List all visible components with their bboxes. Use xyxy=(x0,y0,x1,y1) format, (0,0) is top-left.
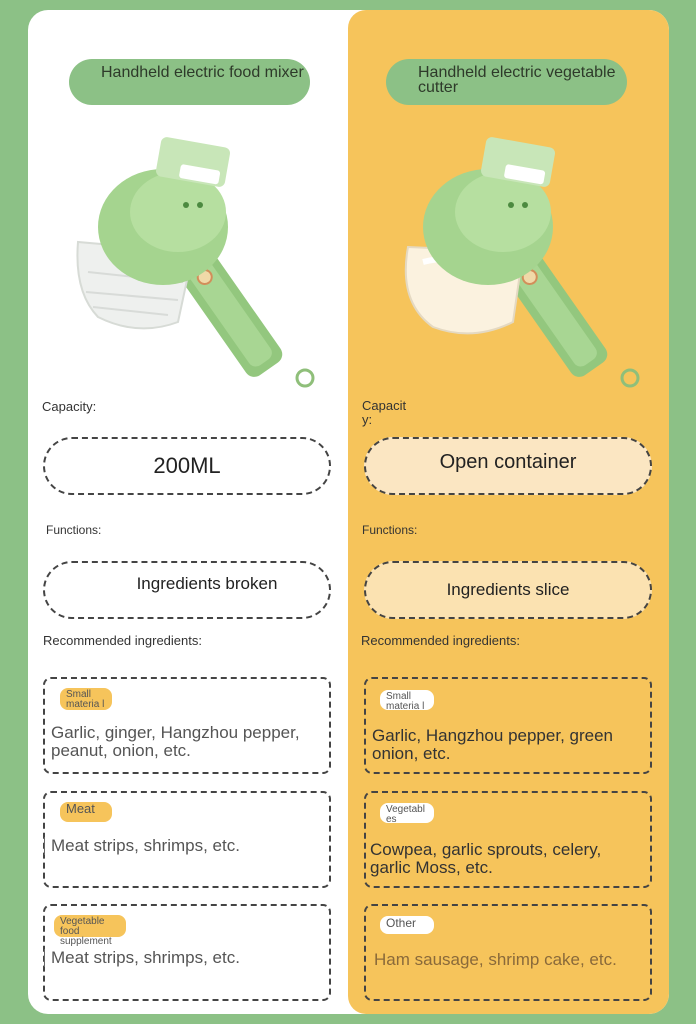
left-tag-3: Vegetable food supplement xyxy=(54,915,126,937)
left-functions-value: Ingredients broken xyxy=(136,574,278,593)
right-box-text-2: Cowpea, garlic sprouts, celery, garlic Moss, etc. xyxy=(370,840,602,877)
left-capacity-value: 200ML xyxy=(153,453,221,478)
right-functions-box xyxy=(364,561,652,619)
left-tag-2: Meat xyxy=(60,802,112,822)
right-functions-value: Ingredients slice xyxy=(446,580,570,599)
left-functions-box xyxy=(43,561,331,619)
right-tag-1: Small materia l xyxy=(380,690,434,710)
left-box-text-2: Meat strips, shrimps, etc. xyxy=(51,836,240,855)
left-functions-label: Functions: xyxy=(46,523,102,537)
left-box-text-1: Garlic, ginger, Hangzhou pepper, peanut, onion, etc. xyxy=(51,723,300,760)
right-capacity-label: Capacit y: xyxy=(362,398,407,427)
right-box-text-1: Garlic, Hangzhou pepper, green onion, etc. xyxy=(372,726,613,763)
right-recommended-label: Recommended ingredients: xyxy=(361,633,520,648)
left-box-divider-3 xyxy=(44,949,45,967)
left-tag-1: Small materia l xyxy=(60,688,112,710)
right-functions-label: Functions: xyxy=(362,523,418,537)
left-box-divider-2 xyxy=(44,837,45,855)
left-capacity-box xyxy=(43,437,331,495)
left-title-pill xyxy=(69,59,310,105)
right-capacity-value: Open container xyxy=(439,451,577,473)
right-title-pill xyxy=(386,59,627,105)
left-box-text-3: Meat strips, shrimps, etc. xyxy=(51,948,240,967)
left-title: Handheld electric food mixer xyxy=(101,64,304,81)
comparison-card xyxy=(28,10,669,1014)
vegetable-cutter-image xyxy=(393,132,643,392)
left-capacity-label: Capacity: xyxy=(42,399,97,414)
left-recommended-label: Recommended ingredients: xyxy=(43,633,202,648)
food-mixer-image xyxy=(68,132,318,392)
right-tag-3: Other xyxy=(380,916,434,934)
right-tag-2: Vegetabl es xyxy=(380,803,434,823)
right-title: Handheld electric vegetable cutter xyxy=(418,64,616,96)
right-box-text-3: Ham sausage, shrimp cake, etc. xyxy=(374,950,617,969)
right-capacity-box xyxy=(364,437,652,495)
